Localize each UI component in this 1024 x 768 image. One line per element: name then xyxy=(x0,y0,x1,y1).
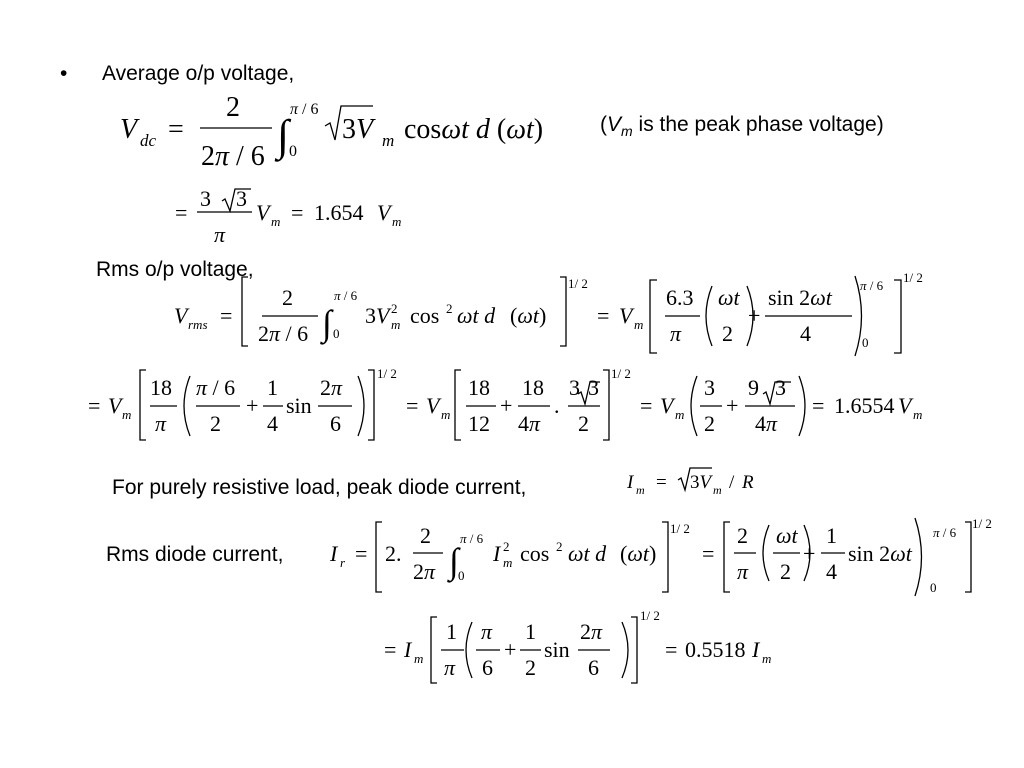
svg-text:π / 6: π / 6 xyxy=(196,375,236,400)
svg-text:2π: 2π xyxy=(413,559,436,584)
svg-text:I: I xyxy=(493,541,501,566)
svg-text:2.: 2. xyxy=(385,541,402,566)
svg-text:2: 2 xyxy=(503,539,510,554)
svg-text:ωt d: ωt d xyxy=(457,303,496,328)
svg-text:m: m xyxy=(271,214,281,229)
svg-text:/: / xyxy=(729,472,735,493)
svg-text:V: V xyxy=(256,200,270,225)
svg-text:1/ 2: 1/ 2 xyxy=(903,270,923,285)
heading-average-voltage: Average o/p voltage, xyxy=(102,62,295,85)
svg-text:2: 2 xyxy=(420,523,431,548)
svg-text:3: 3 xyxy=(200,186,211,211)
svg-text:=: = xyxy=(597,303,610,328)
svg-text:V: V xyxy=(426,393,440,418)
vm-note-text: is the peak phase voltage) xyxy=(632,113,884,136)
svg-text:π / 6: π / 6 xyxy=(460,531,484,546)
equation-vrms-integral xyxy=(174,270,923,350)
svg-text:9: 9 xyxy=(748,375,759,400)
svg-text:2: 2 xyxy=(556,539,563,554)
svg-text:4π: 4π xyxy=(755,411,778,436)
svg-text:2: 2 xyxy=(780,559,791,584)
svg-text:V: V xyxy=(120,114,138,145)
svg-text:(ωt): (ωt) xyxy=(510,303,547,328)
label-rms-voltage: Rms o/p voltage, xyxy=(96,258,254,281)
svg-text:π: π xyxy=(481,619,493,644)
svg-text:π / 6: π / 6 xyxy=(290,101,319,118)
svg-text:V: V xyxy=(660,393,674,418)
svg-text:π: π xyxy=(737,559,749,584)
svg-text:3: 3 xyxy=(704,375,715,400)
svg-text:+: + xyxy=(246,393,259,418)
svg-text:2: 2 xyxy=(446,301,453,316)
svg-text:1/ 2: 1/ 2 xyxy=(972,516,992,531)
svg-text:3: 3 xyxy=(775,375,786,400)
svg-text:2: 2 xyxy=(282,285,293,310)
svg-text:π / 6: π / 6 xyxy=(860,278,884,293)
svg-text:0: 0 xyxy=(289,143,297,160)
svg-text:π / 6: π / 6 xyxy=(334,288,358,303)
svg-text:1: 1 xyxy=(826,523,837,548)
equation-peak-current xyxy=(626,472,754,497)
svg-text:R: R xyxy=(742,472,754,493)
svg-text:∫: ∫ xyxy=(449,541,459,581)
svg-text:1/ 2: 1/ 2 xyxy=(640,608,660,623)
svg-text:=: = xyxy=(88,393,101,418)
svg-text:m: m xyxy=(441,407,451,422)
svg-text:=: = xyxy=(220,303,233,328)
svg-text:2: 2 xyxy=(391,301,398,316)
svg-text:V: V xyxy=(619,303,633,328)
svg-text:1/ 2: 1/ 2 xyxy=(377,366,397,381)
equation-vrms-result xyxy=(88,366,922,436)
svg-text:(ωt): (ωt) xyxy=(620,541,657,566)
equation-vdc-integral xyxy=(120,92,543,172)
label-resistive-load: For purely resistive load, peak diode current, xyxy=(112,476,527,499)
svg-text:π / 6: π / 6 xyxy=(933,525,957,540)
svg-text:I: I xyxy=(404,637,412,662)
svg-text:2: 2 xyxy=(704,411,715,436)
svg-text:2: 2 xyxy=(226,92,240,123)
svg-text:2: 2 xyxy=(722,321,733,346)
svg-text:ωt d: ωt d xyxy=(568,541,607,566)
svg-text:2: 2 xyxy=(210,411,221,436)
svg-text:=: = xyxy=(291,200,304,225)
svg-text:V: V xyxy=(108,393,122,418)
svg-text:1: 1 xyxy=(446,619,457,644)
svg-text:2: 2 xyxy=(578,411,589,436)
svg-text:ωt: ωt xyxy=(776,523,798,548)
svg-text:1/ 2: 1/ 2 xyxy=(670,521,690,536)
svg-text:2: 2 xyxy=(525,655,536,680)
label-rms-diode-current: Rms diode current, xyxy=(106,543,284,566)
svg-text:0: 0 xyxy=(930,580,937,595)
svg-text:π: π xyxy=(670,321,682,346)
svg-text:+: + xyxy=(748,303,761,328)
svg-text:+: + xyxy=(803,541,816,566)
svg-text:=: = xyxy=(175,200,188,225)
svg-text:V: V xyxy=(377,200,391,225)
svg-text:m: m xyxy=(675,407,685,422)
svg-text:+: + xyxy=(500,393,513,418)
svg-text:=: = xyxy=(812,393,825,418)
svg-text:4: 4 xyxy=(800,321,811,346)
svg-text:2π: 2π xyxy=(580,619,603,644)
svg-text:π: π xyxy=(444,655,456,680)
svg-text:m: m xyxy=(762,651,772,666)
vm-note-open: ( xyxy=(600,113,607,136)
svg-text:6: 6 xyxy=(330,411,341,436)
svg-text:0: 0 xyxy=(862,335,869,350)
svg-text:1: 1 xyxy=(525,619,536,644)
svg-text:sin 2ωt: sin 2ωt xyxy=(768,285,832,310)
svg-text:3: 3 xyxy=(236,186,247,211)
svg-text:=: = xyxy=(406,393,419,418)
svg-text:3: 3 xyxy=(569,375,580,400)
ir-coefficient: 0.5518 xyxy=(685,637,746,662)
svg-text:1: 1 xyxy=(267,375,278,400)
svg-text:0: 0 xyxy=(458,568,465,583)
svg-text:2π / 6: 2π / 6 xyxy=(201,141,265,172)
equation-vdc-result xyxy=(175,186,401,247)
svg-text:m: m xyxy=(391,317,401,332)
svg-text:ωt: ωt xyxy=(718,285,740,310)
svg-text:m: m xyxy=(414,651,424,666)
svg-text:V: V xyxy=(898,393,912,418)
svg-text:m: m xyxy=(122,407,132,422)
svg-text:I: I xyxy=(627,472,634,493)
svg-text:cos: cos xyxy=(520,541,550,566)
svg-text:3V: 3V xyxy=(365,303,390,328)
svg-text:π: π xyxy=(214,222,226,247)
svg-text:dc: dc xyxy=(140,131,157,150)
svg-text:18: 18 xyxy=(468,375,490,400)
svg-text:3V: 3V xyxy=(690,472,712,493)
svg-text:∫: ∫ xyxy=(277,111,290,160)
svg-text:18: 18 xyxy=(150,375,172,400)
svg-text:m: m xyxy=(713,483,722,497)
svg-text:r: r xyxy=(340,555,346,570)
svg-text:2π / 6: 2π / 6 xyxy=(258,321,309,346)
svg-text:6: 6 xyxy=(482,655,493,680)
equation-ir-integral xyxy=(329,516,992,595)
svg-text:0: 0 xyxy=(333,326,340,341)
svg-text:sin: sin xyxy=(286,393,312,418)
svg-text:cos: cos xyxy=(410,303,440,328)
svg-text:1/ 2: 1/ 2 xyxy=(568,276,588,291)
svg-text:6: 6 xyxy=(588,655,599,680)
svg-text:.: . xyxy=(554,393,560,418)
svg-text:m: m xyxy=(382,131,395,150)
svg-text:+: + xyxy=(726,393,739,418)
svg-text:I: I xyxy=(752,637,760,662)
svg-text:18: 18 xyxy=(522,375,544,400)
svg-text:6.3: 6.3 xyxy=(666,285,694,310)
svg-text:3V: 3V xyxy=(342,114,374,145)
svg-text:sin: sin xyxy=(544,637,570,662)
vrms-coefficient: 1.6554 xyxy=(834,393,895,418)
svg-text:12: 12 xyxy=(468,411,490,436)
svg-text:2π: 2π xyxy=(320,375,343,400)
svg-text:V: V xyxy=(174,303,188,328)
svg-text:=: = xyxy=(168,114,184,145)
svg-text:2: 2 xyxy=(737,523,748,548)
svg-text:4: 4 xyxy=(267,411,278,436)
svg-text:m: m xyxy=(503,555,513,570)
svg-text:4π: 4π xyxy=(518,411,541,436)
svg-text:=: = xyxy=(702,541,715,566)
svg-text:cosωt d (ωt): cosωt d (ωt) xyxy=(404,114,544,145)
svg-text:π: π xyxy=(155,411,167,436)
vdc-coefficient: 1.654 xyxy=(314,200,364,225)
svg-text:3: 3 xyxy=(588,375,599,400)
equation-ir-result xyxy=(384,608,771,680)
svg-text:rms: rms xyxy=(188,317,208,332)
svg-text:=: = xyxy=(384,637,397,662)
svg-text:=: = xyxy=(640,393,653,418)
svg-text:I: I xyxy=(330,541,338,566)
bullet-icon: • xyxy=(60,62,68,85)
svg-text:1/ 2: 1/ 2 xyxy=(611,366,631,381)
svg-text:m: m xyxy=(636,483,645,497)
svg-text:+: + xyxy=(504,637,517,662)
svg-text:sin 2ωt: sin 2ωt xyxy=(848,541,912,566)
svg-text:=: = xyxy=(355,541,368,566)
svg-text:m: m xyxy=(392,214,402,229)
vm-note-subscript: m xyxy=(621,123,633,140)
svg-text:4: 4 xyxy=(826,559,837,584)
svg-text:=: = xyxy=(665,637,678,662)
svg-text:∫: ∫ xyxy=(322,303,332,343)
svg-text:m: m xyxy=(634,317,644,332)
svg-text:=: = xyxy=(656,472,667,493)
svg-text:m: m xyxy=(913,407,923,422)
vm-note-symbol: V xyxy=(607,113,622,136)
